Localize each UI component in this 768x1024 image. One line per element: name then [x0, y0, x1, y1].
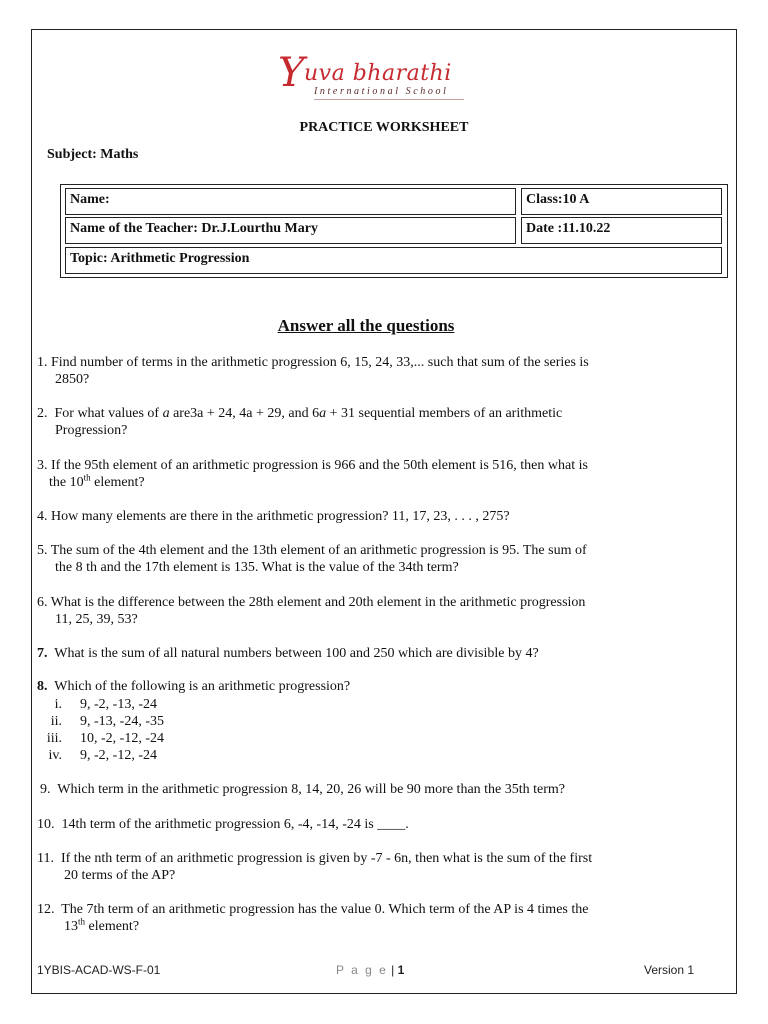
question-number: 6. [37, 595, 48, 610]
question-text-cont: 20 terms of the AP? [64, 868, 176, 883]
option-iii: iii. 10, -2, -12, -24 [46, 731, 164, 746]
page-number: 1 [397, 963, 405, 977]
question-text-cont: the 8 th and the 17th element is 135. What is the value of the 34th term? [55, 560, 459, 575]
question-text-cont: 11, 25, 39, 53? [55, 612, 138, 627]
page-separator: | [391, 963, 395, 977]
question-number: 4. [37, 509, 48, 524]
question-text: What is the difference between the 28th element and 20th element in the arithmetic progression [50, 595, 586, 610]
question-number: 2. [37, 406, 48, 421]
option-i: i. 9, -2, -13, -24 [54, 697, 157, 712]
question-7 [37, 645, 539, 662]
question-number: 10. [37, 817, 55, 832]
question-number: 1. [37, 355, 48, 370]
student-info-table [60, 184, 728, 278]
school-logo [278, 50, 468, 107]
logo-underline [314, 99, 464, 100]
question-number: 5. [37, 543, 48, 558]
instructions-heading: Answer all the questions [277, 316, 455, 335]
question-1 [37, 354, 589, 388]
option-ii: ii. 9, -13, -24, -35 [50, 714, 164, 729]
question-10 [37, 816, 409, 833]
question-2: 2. For what values of a are3a + 24, 4a + 29, and 6a + 31 sequential members of an arithmetic Progression? [37, 406, 563, 438]
question-text: How many elements are there in the arithmetic progression? 11, 17, 23, . . . , 275? [51, 509, 510, 524]
teacher-field: Name of the Teacher: Dr.J.Lourthu Mary [65, 217, 516, 244]
question-8 [37, 678, 350, 695]
question-5 [37, 542, 587, 576]
question-9 [40, 781, 565, 798]
question-6 [37, 594, 585, 628]
class-field: Class:10 A [521, 188, 722, 215]
topic-field: Topic: Arithmetic Progression [65, 247, 722, 274]
question-text: Which term in the arithmetic progression 8, 14, 20, 26 will be 90 more than the 35th term? [57, 782, 566, 797]
version-label: Version 1 [644, 963, 695, 977]
question-3: 3. If the 95th element of an arithmetic progression is 966 and the 50th element is 516, then what is the 10th element? [37, 458, 588, 490]
question-11 [37, 850, 592, 884]
document-code: 1YBIS-ACAD-WS-F-01 [37, 963, 161, 977]
question-text: If the 95th element of an arithmetic progression is 966 and the 50th element is 516, then what is [51, 458, 588, 473]
question-text-cont: 2850? [55, 372, 90, 387]
question-number: 3. [37, 458, 48, 473]
question-12: 12. The 7th term of an arithmetic progression has the value 0. Which term of the AP is 4 times the 13th element? [37, 902, 589, 934]
question-number: 8. [37, 679, 48, 694]
question-text: What is the sum of all natural numbers between 100 and 250 which are divisible by 4? [54, 646, 539, 661]
name-field: Name: [65, 188, 516, 215]
date-field: Date :11.10.22 [521, 217, 722, 244]
variable-a: a [162, 406, 170, 421]
worksheet-title: PRACTICE WORKSHEET [299, 120, 469, 135]
question-number: 7. [37, 646, 48, 661]
page-indicator [336, 963, 404, 977]
logo-initial: Y [278, 50, 305, 96]
question-number: 12. [37, 902, 55, 917]
question-text: Find number of terms in the arithmetic progression 6, 15, 24, 33,... such that sum of the series is [51, 355, 589, 370]
option-iv: iv. 9, -2, -12, -24 [48, 748, 157, 763]
question-text: If the nth term of an arithmetic progression is given by -7 - 6n, then what is the sum of the first [60, 851, 593, 866]
question-number: 11. [37, 851, 54, 866]
question-text: The 7th term of an arithmetic progression has the value 0. Which term of the AP is 4 times the [61, 902, 589, 917]
question-text: The sum of the 4th element and the 13th element of an arithmetic progression is 95. The sum of [50, 543, 587, 558]
subject-line: Subject: Maths [47, 147, 139, 162]
question-text: 14th term of the arithmetic progression 6, -4, -14, -24 is ____. [61, 817, 409, 832]
logo-subtitle: International School [314, 86, 449, 97]
page-label: P a g e [336, 963, 388, 977]
logo-wordmark: uva bharathi [304, 61, 452, 86]
variable-a: a [319, 406, 327, 421]
question-4 [37, 508, 510, 525]
question-number: 9. [40, 782, 51, 797]
question-text: Which of the following is an arithmetic progression? [54, 679, 351, 694]
question-text-cont: Progression? [55, 423, 128, 438]
